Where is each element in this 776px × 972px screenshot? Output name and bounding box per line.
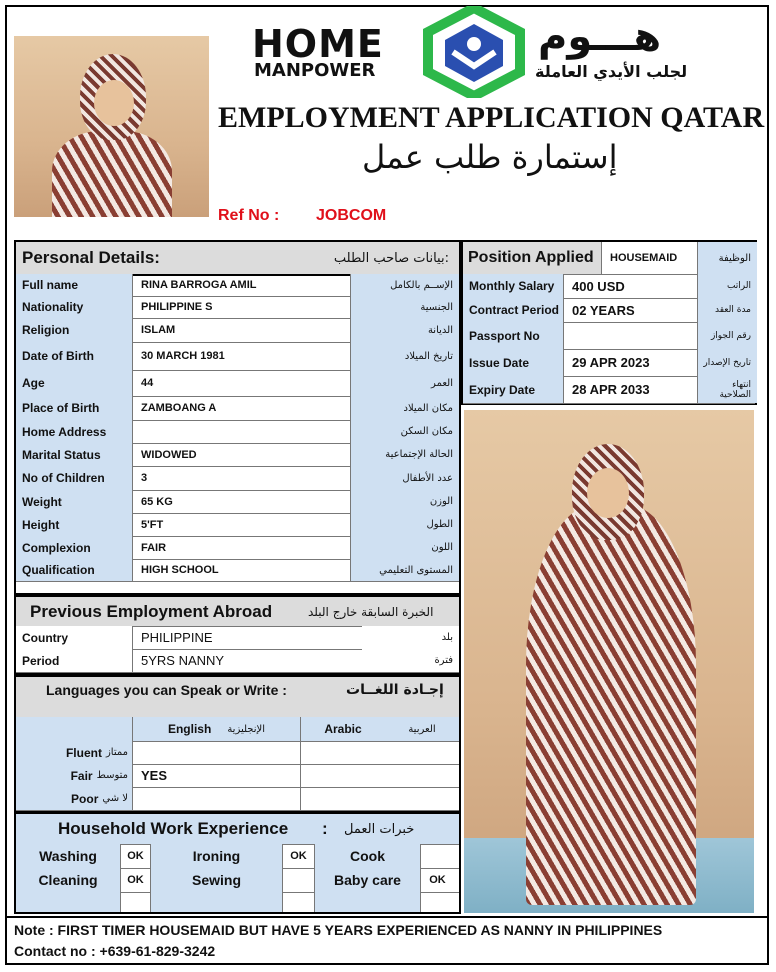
skill-label: Sewing — [150, 868, 282, 892]
personal-row — [16, 318, 459, 343]
personal-row — [16, 342, 459, 371]
field-label-ar: الديانة — [350, 318, 459, 342]
field-value: HIGH SCHOOL — [132, 559, 350, 581]
languages-heading-ar: إجـادة اللغــات — [346, 682, 444, 698]
field-label-ar: المستوى التعليمي — [350, 559, 459, 581]
field-label-ar: رقم الجواز — [697, 322, 757, 349]
field-label-ar: الطول — [350, 513, 459, 536]
language-row — [16, 787, 459, 811]
english-value — [132, 787, 300, 810]
arabic-value — [300, 764, 459, 787]
field-label: Passport No — [463, 322, 563, 349]
household-row — [16, 892, 459, 912]
field-label-ar: العمر — [350, 370, 459, 396]
personal-row — [16, 443, 459, 467]
language-level-label-ar: لا شي — [102, 793, 128, 804]
personal-row — [16, 420, 459, 444]
field-label: Contract Period — [463, 298, 563, 322]
position-row — [463, 349, 755, 377]
brand-tagline-ar: لجلب الأيدي العاملة — [535, 62, 688, 81]
blank-cell — [282, 892, 314, 912]
brand-subname: MANPOWER — [254, 60, 376, 81]
field-label: Weight — [16, 490, 132, 513]
language-level — [16, 787, 132, 810]
field-value: PHILIPPINE S — [132, 296, 350, 318]
field-label: Complexion — [16, 536, 132, 559]
skill-label: Ironing — [150, 844, 282, 868]
household-colon: : — [322, 819, 328, 838]
field-label-ar: مكان السكن — [350, 420, 459, 443]
position-row — [463, 322, 755, 350]
field-label: Marital Status — [16, 443, 132, 466]
field-label-ar: تاريخ الميلاد — [350, 342, 459, 370]
personal-heading: Personal Details: — [22, 248, 160, 267]
field-label: Place of Birth — [16, 396, 132, 420]
personal-row — [16, 513, 459, 537]
arabic-header-ar: العربية — [408, 723, 436, 735]
english-header: English — [167, 722, 212, 736]
language-level-label: Fair — [70, 768, 93, 783]
brand-name-ar: هـــوم — [538, 14, 662, 60]
field-label-ar: فترة — [362, 649, 459, 672]
field-label: Age — [16, 370, 132, 396]
previous-heading: Previous Employment Abroad — [30, 601, 273, 621]
ref-label: Ref No : — [218, 207, 280, 224]
language-level — [16, 764, 132, 787]
skill-value: OK — [420, 868, 454, 892]
language-level-label-ar: متوسط — [96, 770, 128, 781]
skill-value: OK — [120, 868, 150, 892]
household-row — [16, 868, 459, 893]
personal-heading-ar: بيانات صاحب الطلب: — [333, 250, 449, 266]
field-label: Height — [16, 513, 132, 536]
personal-row — [16, 466, 459, 491]
field-label-ar: انتهاء الصلاحية — [697, 376, 757, 403]
skill-value — [282, 868, 314, 892]
household-section — [14, 812, 461, 914]
field-value: 3 — [132, 466, 350, 490]
skill-label: Cook — [314, 844, 420, 868]
previous-heading-ar: الخبرة السابقة خارج البلد — [308, 604, 434, 619]
household-heading-ar: خبرات العمل — [344, 821, 415, 837]
blank-cell — [16, 892, 120, 912]
skill-label: Cleaning — [16, 868, 120, 892]
household-heading: Household Work Experience — [58, 819, 289, 838]
footer-contact: Contact no : +639-61-829-3242 — [14, 943, 216, 959]
blank-cell — [314, 892, 420, 912]
field-label-ar: مكان الميلاد — [350, 396, 459, 420]
field-value — [132, 420, 350, 443]
page-title: EMPLOYMENT APPLICATION QATAR — [218, 101, 765, 134]
languages-section — [14, 675, 461, 812]
field-label-ar: اللون — [350, 536, 459, 559]
personal-row — [16, 536, 459, 560]
field-label: Date of Birth — [16, 342, 132, 370]
position-heading: Position Applied — [463, 242, 601, 274]
english-value: YES — [132, 764, 300, 787]
field-value: 30 MARCH 1981 — [132, 342, 350, 370]
full-body-photo — [464, 410, 754, 913]
position-ar: الوظيفة — [697, 242, 757, 274]
field-value: 400 USD — [563, 274, 697, 298]
blank-cell — [420, 892, 454, 912]
arabic-value — [300, 787, 459, 810]
languages-heading: Languages you can Speak or Write : — [46, 682, 287, 698]
field-value: 5YRS NANNY — [132, 649, 362, 672]
language-level-label-ar: ممتاز — [105, 747, 128, 758]
field-label: Qualification — [16, 559, 132, 581]
language-level — [16, 741, 132, 764]
blank-cell — [150, 892, 282, 912]
position-row — [463, 298, 755, 323]
portrait-photo — [14, 36, 209, 217]
field-value: 29 APR 2023 — [563, 349, 697, 376]
field-label-ar: الراتب — [697, 274, 757, 298]
arabic-header: Arabic — [324, 722, 362, 736]
field-label-ar: مدة العقد — [697, 298, 757, 322]
personal-row — [16, 274, 459, 297]
field-label-ar: تاريخ الإصدار — [697, 349, 757, 376]
language-level-label: Fluent — [65, 745, 102, 760]
position-row — [463, 376, 755, 404]
field-value: 02 YEARS — [563, 298, 697, 322]
field-label-ar: الجنسية — [350, 296, 459, 318]
position-value: HOUSEMAID — [601, 242, 697, 274]
field-label-ar: الإســم بالكامل — [350, 274, 459, 296]
field-value: ZAMBOANG A — [132, 396, 350, 420]
previous-employment-section — [14, 595, 461, 675]
field-label: Religion — [16, 318, 132, 342]
personal-details-section — [14, 240, 461, 595]
personal-row — [16, 296, 459, 319]
page-title-ar: إستمارة طلب عمل — [362, 138, 618, 176]
field-value: 65 KG — [132, 490, 350, 513]
field-value: WIDOWED — [132, 443, 350, 466]
field-label: Full name — [16, 274, 132, 296]
personal-row — [16, 490, 459, 514]
skill-value — [420, 844, 454, 868]
field-label-ar: بلد — [362, 626, 459, 649]
footer-note: Note : FIRST TIMER HOUSEMAID BUT HAVE 5 YEARS EXPERIENCED AS NANNY IN PHILIPPINES — [14, 922, 663, 938]
field-label: Expiry Date — [463, 376, 563, 403]
english-header-ar: الإنجليزية — [227, 723, 266, 735]
arabic-value — [300, 741, 459, 764]
skill-value: OK — [120, 844, 150, 868]
field-label: Period — [16, 649, 132, 672]
field-value: ISLAM — [132, 318, 350, 342]
position-row — [463, 274, 755, 299]
field-label: Country — [16, 626, 132, 649]
field-value: FAIR — [132, 536, 350, 559]
english-value — [132, 741, 300, 764]
field-label: Issue Date — [463, 349, 563, 376]
personal-row — [16, 559, 459, 582]
field-label-ar: عدد الأطفال — [350, 466, 459, 490]
blank-cell — [120, 892, 150, 912]
field-value: RINA BARROGA AMIL — [132, 274, 350, 296]
field-value: PHILIPPINE — [132, 626, 362, 649]
field-label-ar: الوزن — [350, 490, 459, 513]
previous-row — [16, 626, 459, 650]
skill-label: Washing — [16, 844, 120, 868]
skill-label: Baby care — [314, 868, 420, 892]
field-label: Home Address — [16, 420, 132, 443]
field-value: 44 — [132, 370, 350, 396]
language-row — [16, 741, 459, 765]
field-value: 28 APR 2033 — [563, 376, 697, 403]
skill-value: OK — [282, 844, 314, 868]
household-row — [16, 844, 459, 869]
language-row — [16, 764, 459, 788]
field-label: Monthly Salary — [463, 274, 563, 298]
previous-row — [16, 649, 459, 673]
position-section — [461, 240, 757, 405]
field-label: No of Children — [16, 466, 132, 490]
logo-icon — [423, 6, 525, 98]
brand-name: HOME — [252, 22, 384, 66]
field-value — [563, 322, 697, 349]
field-label-ar: الحالة الإجتماعية — [350, 443, 459, 466]
personal-row — [16, 370, 459, 397]
field-value: 5'FT — [132, 513, 350, 536]
ref-value: JOBCOM — [316, 207, 387, 224]
language-level-label: Poor — [71, 791, 99, 806]
personal-row — [16, 396, 459, 421]
field-label: Nationality — [16, 296, 132, 318]
